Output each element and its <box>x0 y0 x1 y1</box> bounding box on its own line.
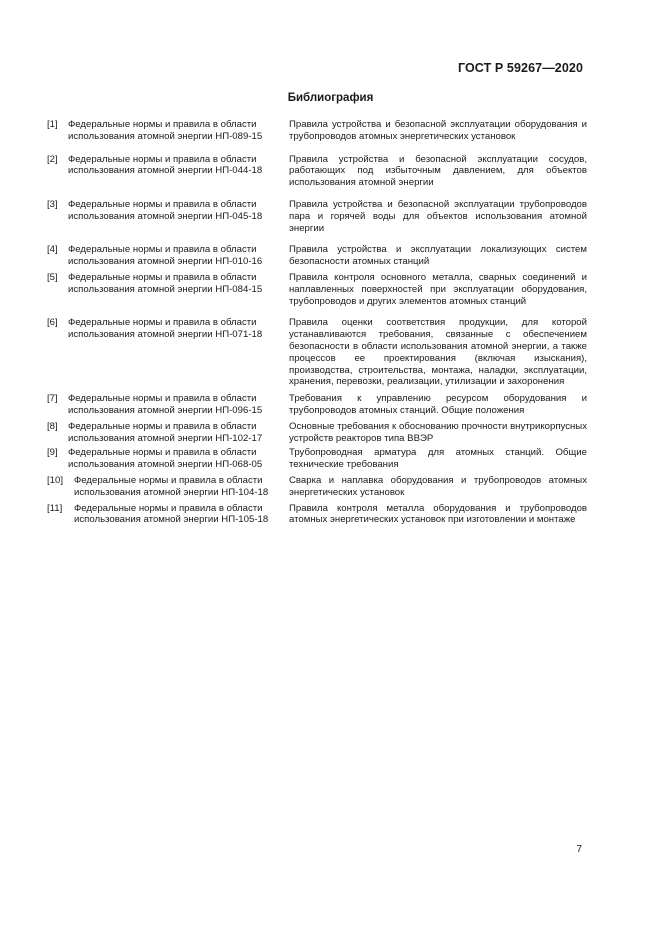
entry-source-line: Федеральные нормы и правила в области <box>68 420 257 432</box>
entry-source-line: Федеральные нормы и правила в области <box>68 317 257 329</box>
entry-source-line: Федеральные нормы и правила в области <box>74 474 263 486</box>
entry-source-line: использования атомной энергии НП-089-15 <box>68 130 263 142</box>
entry-source-line: использования атомной энергии НП-084-15 <box>68 283 263 295</box>
entry-source <box>74 503 279 527</box>
entry-number: [6] <box>47 317 58 329</box>
entry-number: [9] <box>47 447 58 459</box>
entry-source <box>74 475 279 499</box>
entry-source-line: использования атомной энергии НП-071-18 <box>68 329 263 341</box>
bibliography-entry <box>47 393 587 417</box>
bibliography-entry <box>47 244 587 268</box>
entry-number: [2] <box>47 153 58 165</box>
entry-description: Правила устройства и безопасной эксплуатации трубопроводов пара и горячей воды для объектов использования атомной энергии <box>289 198 587 234</box>
entry-number: [4] <box>47 244 58 256</box>
entry-source-line: использования атомной энергии НП-010-16 <box>68 256 263 268</box>
entry-description: Требования к управлению ресурсом оборудования и трубопроводов атомных станций. Общие положения <box>289 393 587 416</box>
entry-source <box>68 447 273 471</box>
entry-description: Правила устройства и безопасной эксплуатации оборудования и трубопроводов атомных энергетических установок <box>289 119 587 142</box>
entry-source-line: Федеральные нормы и правила в области <box>68 447 257 459</box>
entry-description: Правила устройства и безопасной эксплуатации сосудов, работающих под избыточным давлением, для объектов использования атомной энергии <box>289 153 587 189</box>
bibliography-entry <box>47 154 587 189</box>
entry-source-line: использования атомной энергии НП-044-18 <box>68 165 263 177</box>
bibliography-entry <box>47 447 587 471</box>
entry-description: Правила оценки соответствия продукции, для которой устанавливаются требования, связанные с обеспечением безопасности в области использования атомной энергии, а также процессов ее проектирования (включая изыскания), производства, строительства, монтажа, наладки, эксплуатации, хранения, перевозки, реализации, утилизации и захоронения <box>289 317 587 388</box>
entry-source-line: Федеральные нормы и правила в области <box>68 198 257 210</box>
bibliography-list <box>47 119 587 526</box>
entry-description: Правила устройства и эксплуатации локализующих систем безопасности атомных станций <box>289 244 587 268</box>
entry-source <box>68 154 273 178</box>
entry-source-line: Федеральные нормы и правила в области <box>68 393 257 405</box>
entry-source <box>68 421 273 445</box>
entry-description: Основные требования к обоснованию прочности внутрикорпусных устройств реакторов типа ВВЭР <box>289 420 587 444</box>
entry-source-line: использования атомной энергии НП-068-05 <box>68 459 263 471</box>
entry-source-line: использования атомной энергии НП-045-18 <box>68 210 263 222</box>
bibliography-entry <box>47 317 587 388</box>
entry-source-line: Федеральные нормы и правила в области <box>68 271 257 283</box>
entry-number: [5] <box>47 271 58 283</box>
entry-source-line: Федеральные нормы и правила в области <box>68 244 257 256</box>
entry-source-line: Федеральные нормы и правила в области <box>74 502 263 514</box>
entry-source-line: использования атомной энергии НП-104-18 <box>74 486 269 498</box>
entry-description: Правила контроля металла оборудования и трубопроводов атомных энергетических установок при изготовлении и монтаже <box>289 502 587 526</box>
entry-number: [8] <box>47 420 58 432</box>
bibliography-entry <box>47 272 587 307</box>
section-title: Библиография <box>287 92 374 104</box>
entry-number: [3] <box>47 198 58 210</box>
entry-source-line: использования атомной энергии НП-105-18 <box>74 514 269 526</box>
entry-source <box>68 119 273 143</box>
entry-source <box>68 199 273 223</box>
entry-number: [10] <box>47 474 64 486</box>
entry-description: Правила контроля основного металла, сварных соединений и наплавленных поверхностей при эксплуатации оборудования, трубопроводов и других элементов атомных станций <box>289 271 587 307</box>
bibliography-entry <box>47 475 587 499</box>
entry-number: [11] <box>47 502 63 514</box>
page-number: 7 <box>576 844 582 855</box>
entry-source-line: использования атомной энергии НП-096-15 <box>68 404 263 416</box>
entry-source-line: Федеральные нормы и правила в области <box>68 153 257 165</box>
document-code: ГОСТ Р 59267—2020 <box>457 61 583 75</box>
bibliography-entry <box>47 119 587 143</box>
entry-number: [7] <box>47 393 58 405</box>
entry-source-line: использования атомной энергии НП-102-17 <box>68 432 263 444</box>
entry-description: Трубопроводная арматура для атомных станций. Общие технические требования <box>289 447 587 471</box>
bibliography-entry <box>47 199 587 234</box>
entry-description: Сварка и наплавка оборудования и трубопроводов атомных энергетических установок <box>289 474 587 498</box>
entry-source <box>68 317 273 341</box>
bibliography-entry <box>47 421 587 445</box>
entry-source <box>68 244 273 268</box>
entry-source <box>68 393 273 417</box>
bibliography-entry <box>47 503 587 527</box>
entry-number: [1] <box>47 119 58 130</box>
entry-source <box>68 272 273 296</box>
entry-source-line: Федеральные нормы и правила в области <box>68 119 257 130</box>
